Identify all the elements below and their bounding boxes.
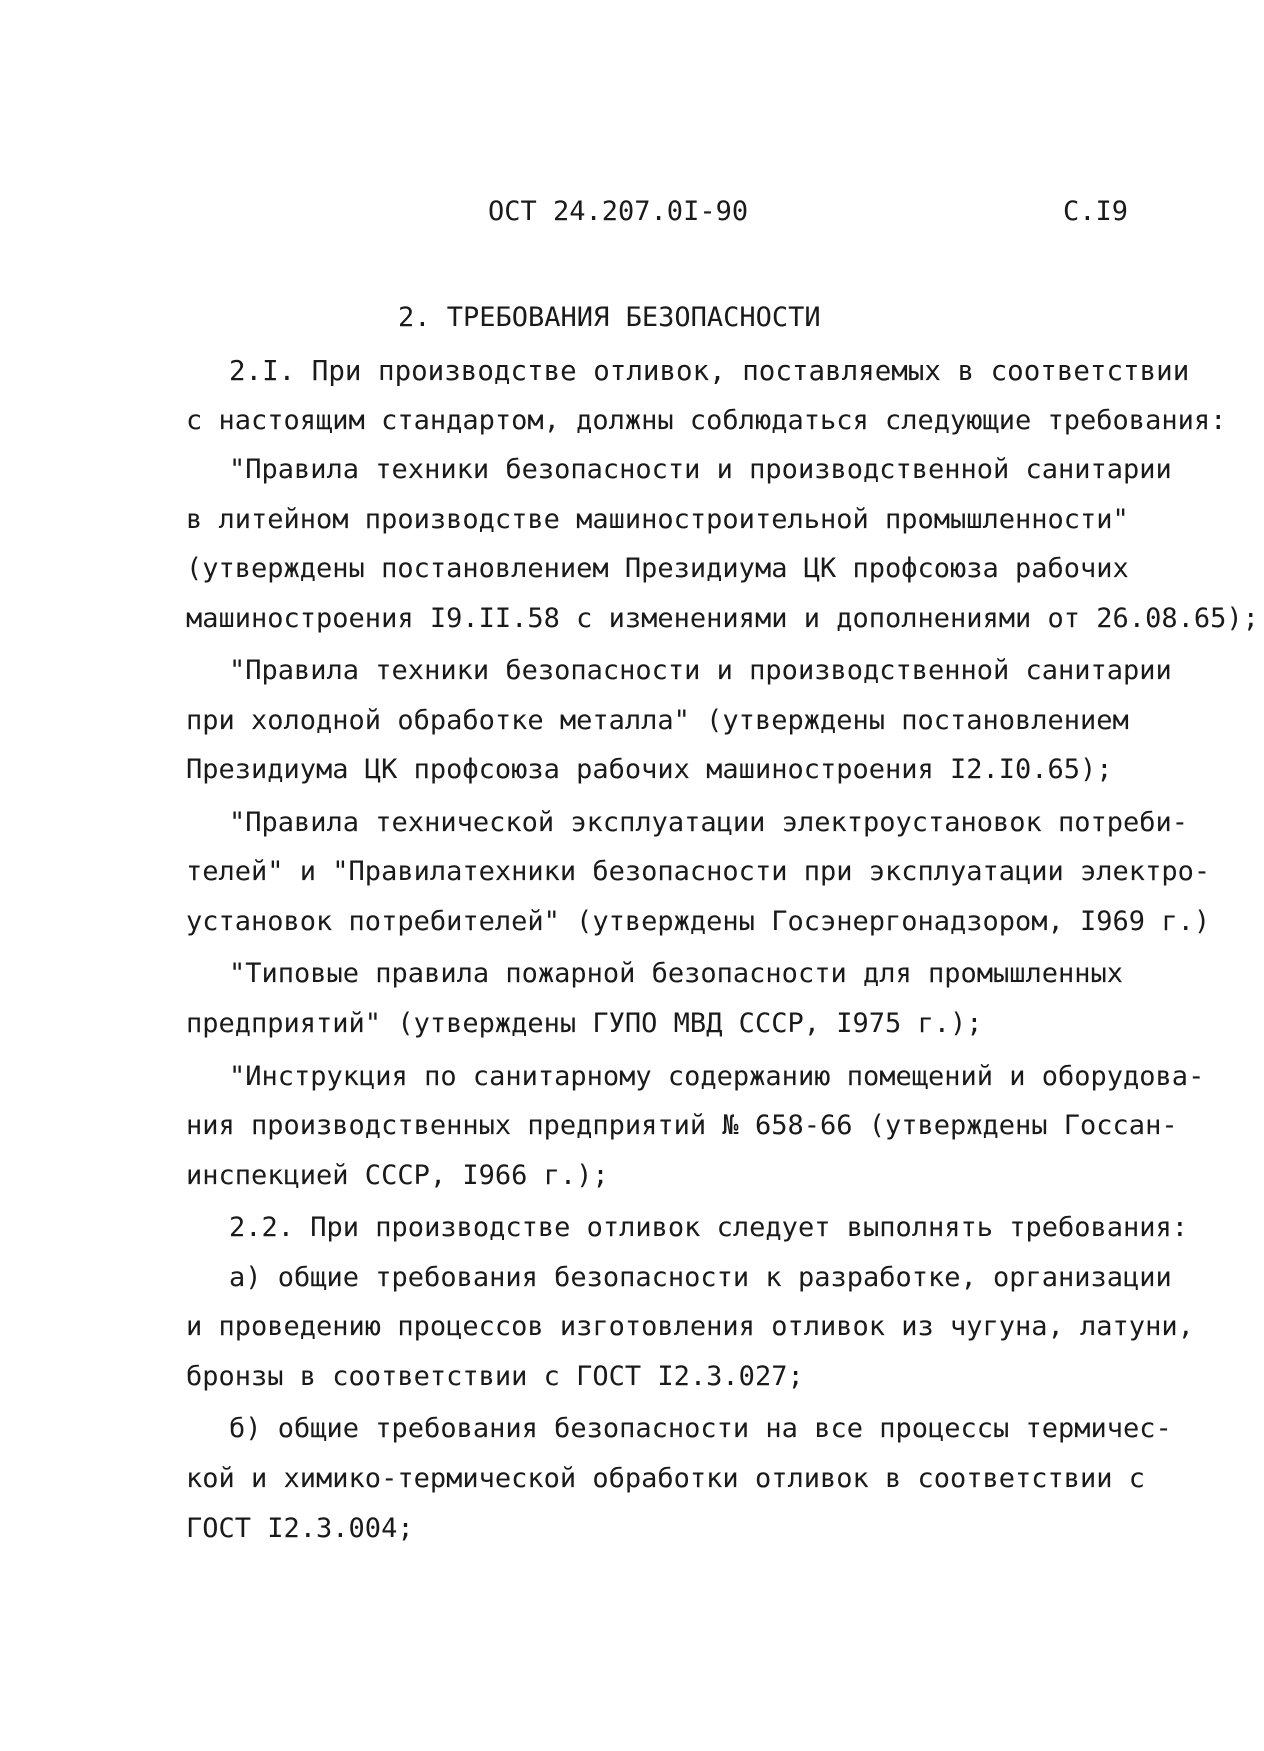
text-line: б) общие требования безопасности на все процессы термичес-	[229, 1413, 1172, 1444]
text-line: и проведению процессов изготовления отливок из чугуна, латуни,	[186, 1311, 1194, 1342]
text-line: ГОСТ I2.3.004;	[186, 1513, 414, 1544]
text-line: машиностроения I9.II.58 с изменениями и дополнениями от 26.08.65);	[186, 603, 1259, 634]
text-line: телей" и "Правилатехники безопасности при эксплуатации электро-	[186, 856, 1211, 887]
text-line: 2.2. При производстве отливок следует выполнять требования:	[229, 1212, 1189, 1243]
section-heading: 2. ТРЕБОВАНИЯ БЕЗОПАСНОСТИ	[398, 302, 821, 333]
text-line: бронзы в соответствии с ГОСТ I2.3.027;	[186, 1361, 804, 1392]
text-line: "Правила техники безопасности и производственной санитарии	[229, 655, 1172, 686]
text-line: Президиума ЦК профсоюза рабочих машиностроения I2.I0.65);	[186, 754, 1113, 785]
text-line: предприятий" (утверждены ГУПО МВД СССР, I975 г.);	[186, 1008, 983, 1039]
document-code: ОСТ 24.207.0I-90	[488, 196, 749, 227]
text-line: при холодной обработке металла" (утверждены постановлением	[186, 705, 1129, 736]
text-line: (утверждены постановлением Президиума ЦК профсоюза рабочих	[186, 553, 1129, 584]
page-number: С.I9	[1063, 196, 1129, 227]
text-line: 2.I. При производстве отливок, поставляемых в соответствии	[229, 355, 1190, 387]
text-line: "Правила техники безопасности и производственной санитарии	[229, 454, 1172, 485]
text-line: "Типовые правила пожарной безопасности для промышленных	[229, 958, 1124, 989]
text-line: "Инструкция по санитарному содержанию помещений и оборудова-	[229, 1061, 1205, 1092]
text-line: в литейном производстве машиностроительной промышленности"	[186, 504, 1129, 535]
text-line: установок потребителей" (утверждены Госэнергонадзором, I969 г.)	[186, 906, 1211, 937]
text-line: а) общие требования безопасности к разработке, организации	[229, 1262, 1172, 1293]
text-line: инспекцией СССР, I966 г.);	[186, 1160, 609, 1191]
text-line: кой и химико-термической обработки отливок в соответствии с	[186, 1463, 1146, 1494]
text-line: с настоящим стандартом, должны соблюдаться следующие требования:	[186, 405, 1227, 436]
text-line: ния производственных предприятий № 658-66 (утверждены Госсан-	[186, 1110, 1178, 1141]
text-line: "Правила технической эксплуатации электроустановок потреби-	[229, 807, 1189, 838]
